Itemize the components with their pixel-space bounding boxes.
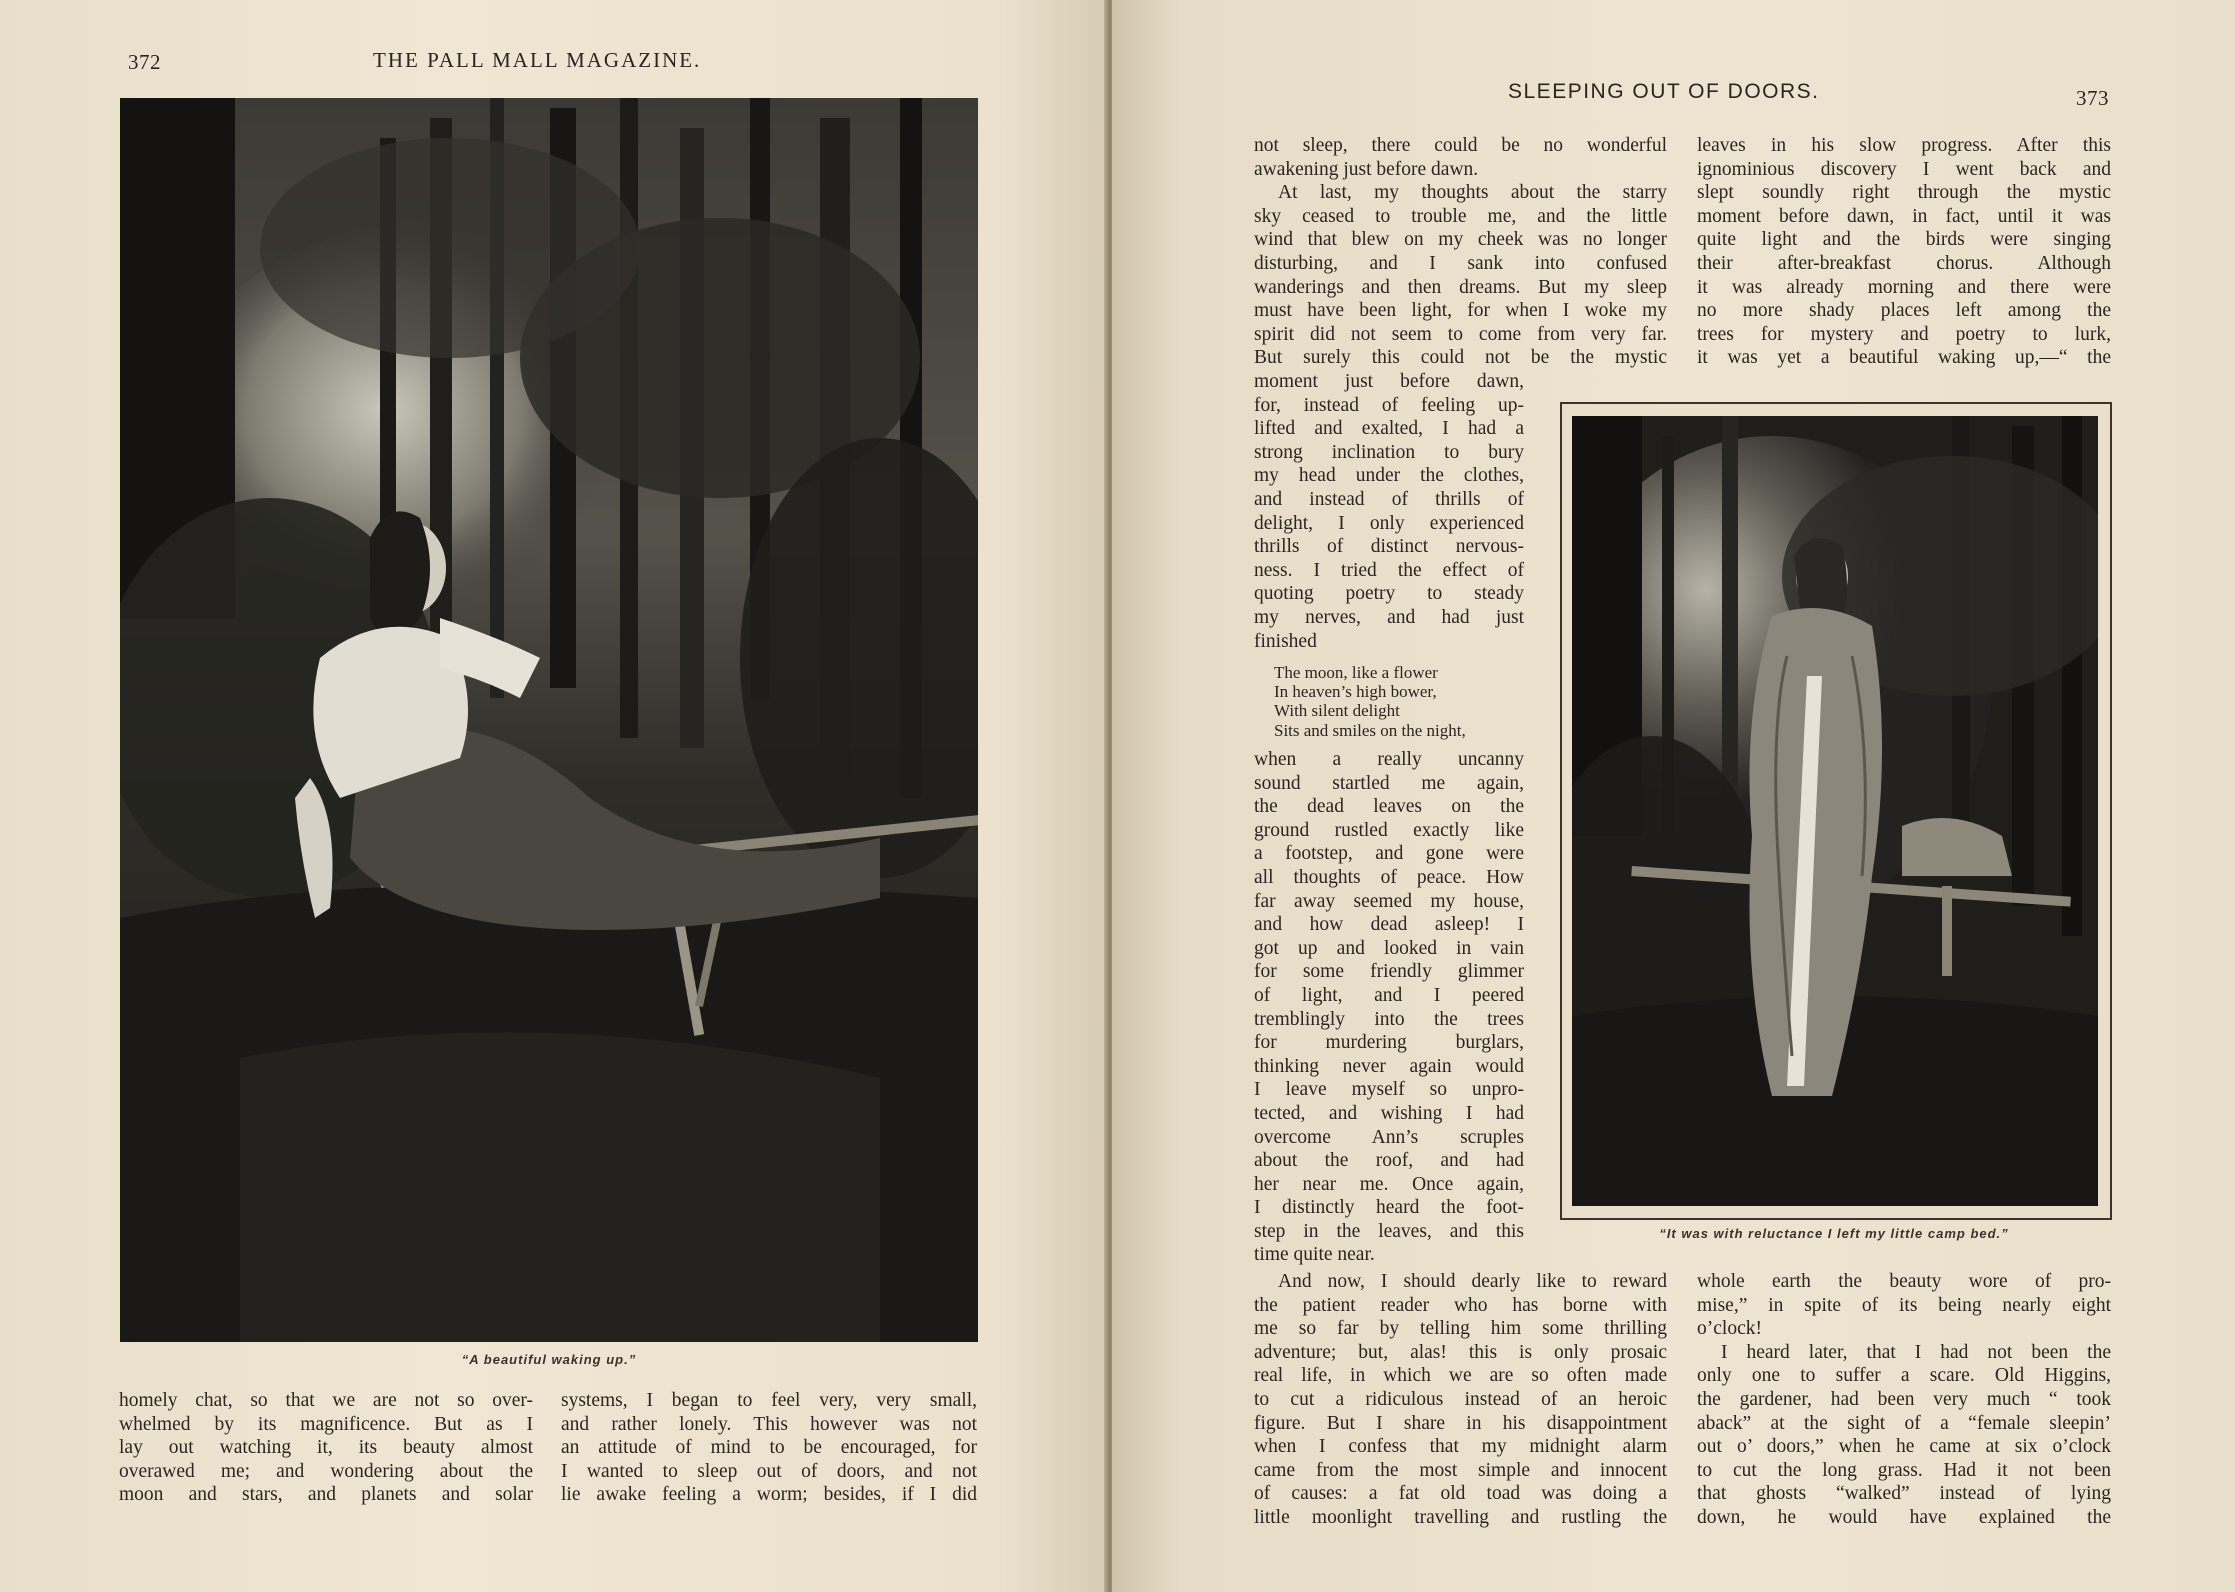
running-head-left: THE PALL MALL MAGAZINE. xyxy=(373,48,702,72)
text-line: an attitude of mind to be encouraged, for xyxy=(561,1437,977,1459)
text-line: trees for mystery and poetry to lurk, xyxy=(1697,323,2111,345)
text-line: moment just before dawn, xyxy=(1254,371,1524,392)
text-line: real life, in which we are so often made xyxy=(1254,1365,1667,1387)
text-line: quite light and the birds were singing xyxy=(1697,229,2111,251)
text-line: the patient reader who has borne with xyxy=(1254,1294,1667,1316)
text-line: I distinctly heard the foot- xyxy=(1254,1197,1524,1219)
text-line: ground rustled exactly like xyxy=(1254,819,1524,841)
text-line: wind that blew on my cheek was no longer xyxy=(1254,229,1667,251)
text-line: only one to suffer a scare. Old Higgins, xyxy=(1697,1365,2111,1387)
text-line: overcome Ann’s scruples xyxy=(1254,1126,1524,1148)
text-line: a footstep, and gone were xyxy=(1254,843,1524,865)
text-line: to cut the long grass. Had it not been xyxy=(1697,1459,2111,1481)
text-line: and rather lonely. This however was not xyxy=(561,1413,977,1435)
text-line: of light, and I peered xyxy=(1254,984,1524,1006)
text-line: down, he would have explained the xyxy=(1697,1506,2111,1528)
text-line: thrills of distinct nervous- xyxy=(1254,536,1524,558)
text-line: her near me. Once again, xyxy=(1254,1173,1524,1195)
text-line: step in the leaves, and this xyxy=(1254,1220,1524,1242)
text-line: and how dead asleep! I xyxy=(1254,914,1524,936)
text-line: all thoughts of peace. How xyxy=(1254,866,1524,888)
text-line: for some friendly glimmer xyxy=(1254,961,1524,983)
text-line: it was already morning and there were xyxy=(1697,276,2111,298)
text-line: quoting poetry to steady xyxy=(1254,583,1524,605)
right-column-1-bottom xyxy=(1254,1270,1667,1530)
text-line: of causes: a fat old toad was doing a xyxy=(1254,1483,1667,1505)
text-line: moon and stars, and planets and solar xyxy=(119,1484,533,1506)
text-line: for, instead of feeling up- xyxy=(1254,394,1524,416)
text-line: sky ceased to trouble me, and the little xyxy=(1254,205,1667,227)
verse-line: Sits and smiles on the night, xyxy=(1274,720,1466,740)
text-line: figure. But I share in his disappointment xyxy=(1254,1412,1667,1434)
left-column-1 xyxy=(119,1389,533,1507)
right-page xyxy=(1112,0,2235,1592)
text-line: I wanted to sleep out of doors, and not xyxy=(561,1460,977,1482)
text-line: strong inclination to bury xyxy=(1254,441,1524,463)
text-line: it was yet a beautiful waking up,—“ the xyxy=(1697,347,2111,369)
right-column-1-top xyxy=(1254,134,1667,370)
text-line: tected, and wishing I had xyxy=(1254,1102,1524,1124)
page-number-left: 372 xyxy=(128,50,161,74)
text-line: ness. I tried the effect of xyxy=(1254,559,1524,581)
text-line: disturbing, and I sank into confused xyxy=(1254,252,1667,274)
text-line: far away seemed my house, xyxy=(1254,890,1524,912)
text-line: me so far by telling him some thrilling xyxy=(1254,1318,1667,1340)
text-line: out o’ doors,” when he came at six o’clock xyxy=(1697,1436,2111,1458)
text-line: ignominious discovery I went back and xyxy=(1697,158,2111,180)
text-line: At last, my thoughts about the starry xyxy=(1278,182,1667,204)
verse-line: The moon, like a flower xyxy=(1274,663,1438,682)
right-column-2-bottom xyxy=(1697,1270,2111,1530)
text-line: homely chat, so that we are not so over- xyxy=(119,1390,533,1411)
text-line: tremblingly into the trees xyxy=(1254,1008,1524,1030)
running-head-right: SLEEPING OUT OF DOORS. xyxy=(1508,80,1820,103)
text-line: overawed me; and wondering about the xyxy=(119,1460,533,1482)
text-line: mise,” in spite of its being nearly eight xyxy=(1697,1294,2111,1316)
text-line: finished xyxy=(1254,630,1317,652)
poem-quote xyxy=(1274,663,1534,740)
text-line: sound startled me again, xyxy=(1254,772,1524,794)
verse-line: In heaven’s high bower, xyxy=(1274,682,1437,702)
text-line: lay out watching it, its beauty almost xyxy=(119,1437,533,1459)
verse-line: With silent delight xyxy=(1274,701,1400,721)
text-line: when I confess that my midnight alarm xyxy=(1254,1436,1667,1458)
text-line: slept soundly right through the mystic xyxy=(1697,182,2111,204)
text-line: not sleep, there could be no wonderful xyxy=(1254,135,1667,156)
text-line: awakening just before dawn. xyxy=(1254,158,1479,180)
right-column-2-top xyxy=(1697,134,2111,370)
text-line: for murdering burglars, xyxy=(1254,1032,1524,1054)
photo-frame-right xyxy=(1560,402,2112,1220)
text-line: about the roof, and had xyxy=(1254,1150,1524,1172)
photo-beautiful-waking-up xyxy=(120,98,978,1342)
text-line: delight, I only experienced xyxy=(1254,512,1524,534)
woman-in-gown-illustration xyxy=(1572,416,2098,1206)
text-line: lie awake feeling a worm; besides, if I did xyxy=(561,1484,977,1506)
text-line: when a really uncanny xyxy=(1254,749,1524,770)
right-column-1-after-verse xyxy=(1254,748,1524,1267)
text-line: o’clock! xyxy=(1697,1318,1762,1340)
text-line: their after-breakfast chorus. Although xyxy=(1697,252,2111,274)
text-line: wanderings and then dreams. But my sleep xyxy=(1254,276,1667,298)
text-line: time quite near. xyxy=(1254,1244,1375,1266)
text-line: But surely this could not be the mystic xyxy=(1254,347,1667,369)
text-line: I leave myself so unpro- xyxy=(1254,1079,1524,1101)
text-line: my nerves, and had just xyxy=(1254,606,1524,628)
text-line: the dead leaves on the xyxy=(1254,796,1524,818)
text-line: got up and looked in vain xyxy=(1254,937,1524,959)
text-line: aback” at the sight of a “female sleepin’ xyxy=(1697,1412,2111,1434)
text-line: I heard later, that I had not been the xyxy=(1721,1341,2111,1363)
photo-reluctance-camp-bed xyxy=(1572,416,2098,1206)
text-line: spirit did not seem to come from very far. xyxy=(1254,323,1667,345)
text-line: that ghosts “walked” instead of lying xyxy=(1697,1483,2111,1505)
text-line: must have been light, for when I woke my xyxy=(1254,300,1667,322)
text-line: and instead of thrills of xyxy=(1254,488,1524,510)
woodland-reclining-woman-illustration xyxy=(120,98,978,1342)
caption-left: “A beautiful waking up.” xyxy=(461,1352,637,1367)
left-page xyxy=(0,0,1108,1592)
text-line: systems, I began to feel very, very small, xyxy=(561,1390,977,1411)
text-line: thinking never again would xyxy=(1254,1055,1524,1077)
left-column-2 xyxy=(561,1389,977,1507)
text-line: lifted and exalted, I had a xyxy=(1254,418,1524,440)
text-line: the gardener, had been very much “ took xyxy=(1697,1388,2111,1410)
text-line: my head under the clothes, xyxy=(1254,465,1524,487)
text-line: no more shady places left among the xyxy=(1697,300,2111,322)
text-line: moment before dawn, in fact, until it was xyxy=(1697,205,2111,227)
text-line: adventure; but, alas! this is only prosaic xyxy=(1254,1341,1667,1363)
text-line: to cut a ridiculous instead of an heroic xyxy=(1254,1388,1667,1410)
right-column-1-narrow xyxy=(1254,370,1524,653)
text-line: whelmed by its magnificence. But as I xyxy=(119,1413,533,1435)
text-line: And now, I should dearly like to reward xyxy=(1278,1271,1667,1292)
text-line: little moonlight travelling and rustling the xyxy=(1254,1506,1667,1528)
caption-right: “It was with reluctance I left my little camp bed.” xyxy=(1659,1226,2009,1241)
page-number-right: 373 xyxy=(2076,86,2109,110)
text-line: came from the most simple and innocent xyxy=(1254,1459,1667,1481)
text-line: leaves in his slow progress. After this xyxy=(1697,135,2111,156)
text-line: whole earth the beauty wore of pro- xyxy=(1697,1271,2111,1292)
